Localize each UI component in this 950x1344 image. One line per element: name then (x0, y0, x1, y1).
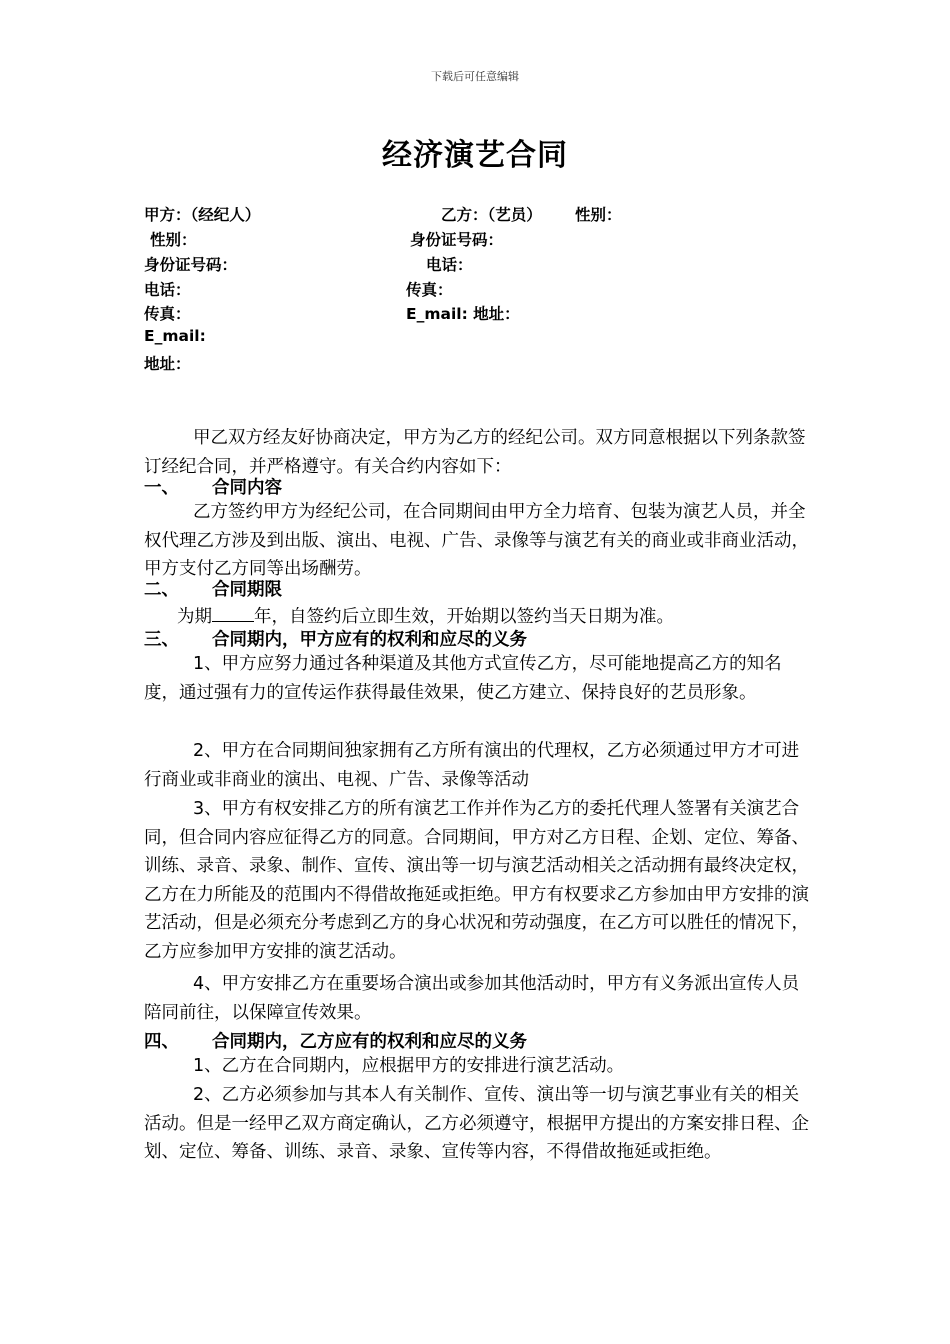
party-a-label: 甲方：（经纪人） (144, 206, 261, 224)
party-b-email-address-label: E_mail: 地址： (406, 305, 520, 323)
intro-paragraph: 甲乙双方经友好协商决定，甲方为乙方的经纪公司。双方同意根据以下列条款签订经纪合同，并严格遵守。有关合约内容如下： (144, 428, 806, 477)
section-3-item-4: 4、甲方安排乙方在重要场合演出或参加其他活动时，甲方有义务派出宣传人员陪同前往，以保障宣传效果。 (144, 974, 800, 1023)
section-4-item-1: 1、乙方在合同期内，应根据甲方的安排进行演艺活动。 (193, 1056, 625, 1076)
party-a-phone-label: 电话： (144, 281, 191, 299)
party-b-phone-label: 电话： (426, 256, 473, 274)
party-b-label: 乙方：（艺员） (441, 206, 542, 224)
section-2-number: 二、 (144, 580, 179, 600)
party-b-gender-label: 性别： (575, 206, 622, 224)
party-a-fax-label: 传真： (144, 305, 191, 323)
section-2-title: 合同期限 (212, 580, 282, 600)
section-2-heading (144, 578, 282, 602)
header-watermark: 下载后可任意编辑 (431, 70, 519, 83)
party-b-id-label: 身份证号码： (410, 231, 504, 249)
section-3-item-3: 3、甲方有权安排乙方的所有演艺工作并作为乙方的委托代理人签署有关演艺合同，但合同内容应征得乙方的同意。合同期间，甲方对乙方日程、企划、定位、筹备、训练、录音、录象、制作、宣传、演出等一切与演艺活动相关之活动拥有最终决定权，乙方在力所能及的范围内不得借故拖延或拒绝。甲方有权要求乙方参加由甲方安排的演艺活动，但是必须充分考虑到乙方的身心状况和劳动强度，在乙方可以胜任的情况下，乙方应参加甲方安排的演艺活动。 (144, 799, 809, 962)
section-4-item-2: 2、乙方必须参加与其本人有关制作、宣传、演出等一切与演艺事业有关的相关活动。但是一经甲乙双方商定确认，乙方必须遵守，根据甲方提出的方案安排日程、企划、定位、筹备、训练、录音、录象、宣传等内容，不得借故拖延或拒绝。 (144, 1085, 809, 1163)
document-title: 经济演艺合同 (382, 138, 568, 173)
section-2-paragraph (177, 603, 674, 629)
term-suffix: 年，自签约后立即生效，开始期以签约当天日期为准。 (254, 607, 674, 627)
section-3-item-2: 2、甲方在合同期间独家拥有乙方所有演出的代理权，乙方必须通过甲方才可进行商业或非商业的演出、电视、广告、录像等活动 (144, 741, 800, 790)
section-4-title: 合同期内，乙方应有的权利和应尽的义务 (212, 1032, 527, 1052)
party-a-email-label: E_mail: (144, 327, 206, 345)
section-1-heading (144, 476, 282, 500)
section-4-number: 四、 (144, 1032, 179, 1052)
section-1-paragraph: 乙方签约甲方为经纪公司，在合同期间由甲方全力培育、包装为演艺人员，并全权代理乙方涉及到出版、演出、电视、广告、录像等与演艺有关的商业或非商业活动，甲方支付乙方同等出场酬劳。 (144, 502, 809, 580)
section-3-title: 合同期内，甲方应有的权利和应尽的义务 (212, 630, 527, 650)
party-a-id-label: 身份证号码： (144, 256, 238, 274)
section-3-item-1: 1、甲方应努力通过各种渠道及其他方式宣传乙方，尽可能地提高乙方的知名度，通过强有力的宣传运作获得最佳效果，使乙方建立、保持良好的艺员形象。 (144, 654, 782, 703)
section-1-number: 一、 (144, 478, 179, 498)
party-a-address-label: 地址： (144, 355, 191, 373)
section-3-number: 三、 (144, 630, 179, 650)
term-years-blank (212, 603, 254, 622)
term-prefix: 为期 (177, 607, 212, 627)
section-3-heading (144, 628, 527, 652)
section-4-heading (144, 1030, 527, 1054)
party-b-fax-label: 传真： (406, 281, 453, 299)
section-1-title: 合同内容 (212, 478, 282, 498)
party-a-gender-label: 性别： (150, 231, 197, 249)
